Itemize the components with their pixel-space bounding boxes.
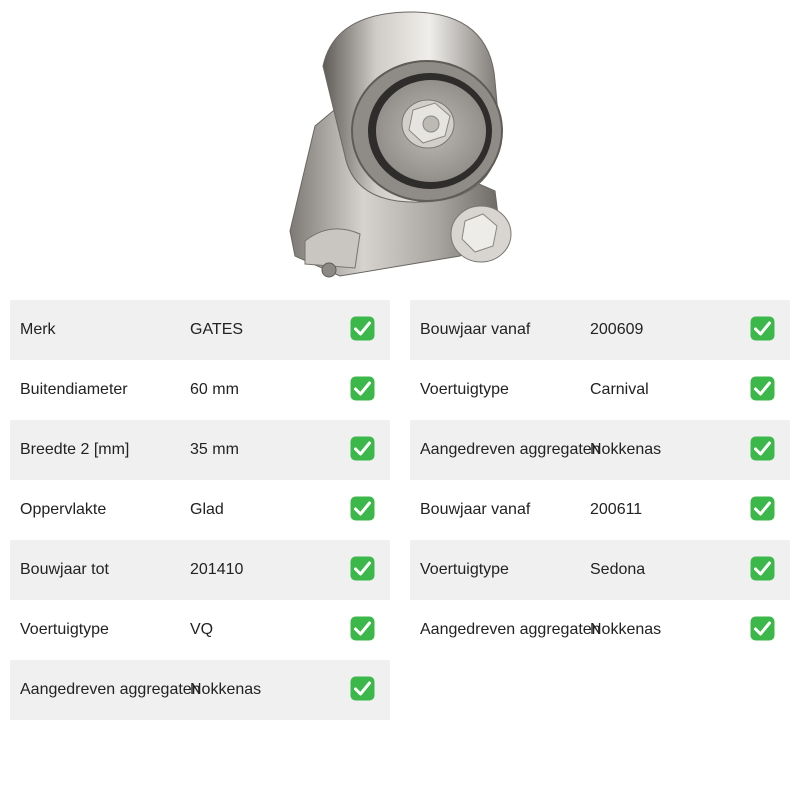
spec-row bbox=[10, 360, 390, 420]
spec-table-right bbox=[410, 300, 790, 660]
check-icon bbox=[750, 496, 775, 521]
spec-row bbox=[10, 420, 390, 480]
check-icon bbox=[750, 436, 775, 461]
spec-label: Aangedreven aggregaten bbox=[20, 681, 201, 698]
spec-value: Nokkenas bbox=[590, 441, 662, 458]
spec-value: 200611 bbox=[590, 501, 643, 518]
spec-label: Bouwjaar tot bbox=[20, 561, 109, 578]
spec-label: Buitendiameter bbox=[20, 381, 128, 398]
check-icon bbox=[750, 556, 775, 581]
spec-value: Nokkenas bbox=[190, 681, 262, 698]
spec-row bbox=[410, 420, 790, 480]
spec-row bbox=[410, 600, 790, 660]
spec-row bbox=[410, 480, 790, 540]
spec-label: Bouwjaar vanaf bbox=[420, 321, 531, 338]
spec-value: Glad bbox=[190, 501, 224, 518]
check-icon bbox=[350, 316, 375, 341]
spec-row bbox=[10, 540, 390, 600]
check-icon bbox=[350, 556, 375, 581]
spec-label: Merk bbox=[20, 321, 56, 338]
spec-label: Voertuigtype bbox=[420, 381, 509, 398]
spec-value: Carnival bbox=[590, 381, 649, 398]
spec-label: Bouwjaar vanaf bbox=[420, 501, 531, 518]
spec-row bbox=[10, 480, 390, 540]
spec-value: Nokkenas bbox=[590, 621, 662, 638]
spec-value: GATES bbox=[190, 321, 244, 338]
spec-value: 60 mm bbox=[190, 381, 239, 398]
spec-row bbox=[10, 660, 390, 720]
spec-value: 201410 bbox=[190, 561, 244, 578]
spec-label: Aangedreven aggregaten bbox=[420, 441, 601, 458]
spec-table-left bbox=[10, 300, 390, 720]
product-image bbox=[285, 6, 515, 292]
check-icon bbox=[750, 376, 775, 401]
spec-label: Oppervlakte bbox=[20, 501, 107, 518]
check-icon bbox=[350, 376, 375, 401]
spec-row bbox=[410, 540, 790, 600]
spec-value: 200609 bbox=[590, 321, 644, 338]
spec-row bbox=[10, 300, 390, 360]
spec-label: Breedte 2 [mm] bbox=[20, 441, 130, 458]
check-icon bbox=[350, 676, 375, 701]
spec-row bbox=[410, 360, 790, 420]
spec-value: Sedona bbox=[590, 561, 646, 578]
check-icon bbox=[750, 616, 775, 641]
check-icon bbox=[350, 496, 375, 521]
spec-label: Aangedreven aggregaten bbox=[420, 621, 601, 638]
spec-value: VQ bbox=[190, 621, 214, 638]
spec-row bbox=[410, 300, 790, 360]
check-icon bbox=[350, 436, 375, 461]
spec-label: Voertuigtype bbox=[420, 561, 509, 578]
spec-label: Voertuigtype bbox=[20, 621, 109, 638]
check-icon bbox=[350, 616, 375, 641]
spec-value: 35 mm bbox=[190, 441, 239, 458]
check-icon bbox=[750, 316, 775, 341]
spec-row bbox=[10, 600, 390, 660]
